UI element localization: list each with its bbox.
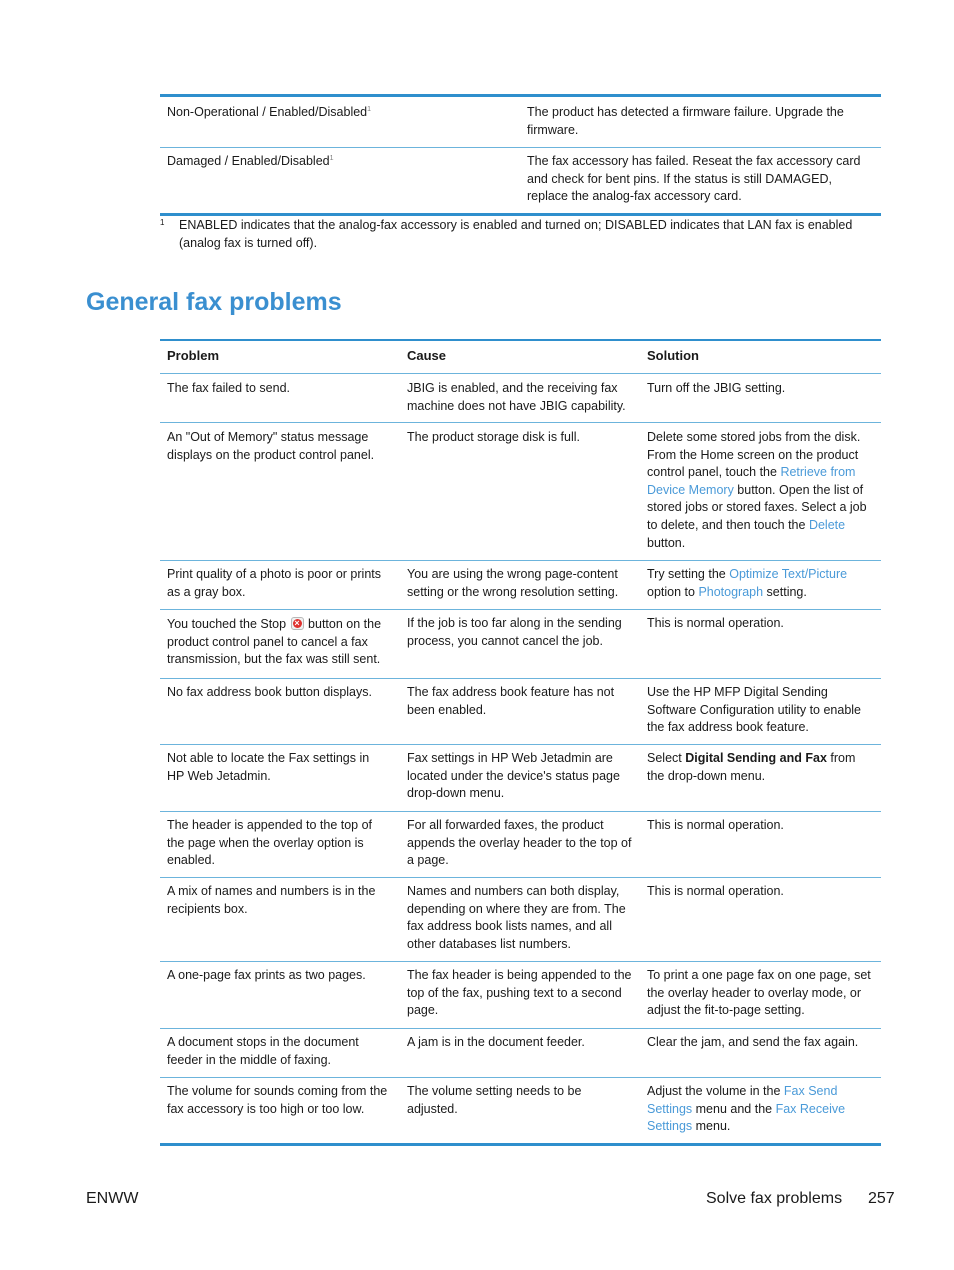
row-3-cause: You are using the wrong page-content setting or the wrong resolution setting. (407, 567, 619, 599)
stop-icon (291, 617, 304, 630)
row-4-cause: If the job is too far along in the sending process, you cannot cancel the job. (407, 616, 622, 648)
row-divider (160, 422, 881, 423)
row-3-problem: Print quality of a photo is poor or prints as a gray box. (167, 567, 382, 599)
header-divider (160, 373, 881, 374)
fax-send-settings-link[interactable]: Fax Send Settings (647, 1084, 838, 1116)
footer-left: ENWW (86, 1190, 139, 1207)
row-2-problem: An "Out of Memory" status message displays on the product control panel. (167, 430, 375, 462)
row-divider (160, 1077, 881, 1078)
row-8-problem: A mix of names and numbers is in the recipients box. (167, 884, 376, 916)
page-number: 257 (868, 1190, 895, 1207)
footnote-mark: 1 (160, 218, 165, 227)
row-4-solution: This is normal operation. (647, 616, 784, 630)
top-row-2-status: Damaged / Enabled/Disabled$^1$ (167, 154, 334, 168)
row-2-cause: The product storage disk is full. (407, 430, 580, 444)
row-11-cause: The volume setting needs to be adjusted. (407, 1084, 582, 1116)
top-row-1-description: The product has detected a firmware failure. Upgrade the firmware. (527, 105, 844, 137)
row-6-problem: Not able to locate the Fax settings in HP Web Jetadmin. (167, 751, 370, 783)
row-6-solution: Select Digital Sending and Fax from the drop-down menu. (647, 751, 856, 783)
row-divider (160, 1028, 881, 1029)
photograph-link[interactable]: Photograph (698, 584, 764, 599)
row-11-problem: The volume for sounds coming from the fax accessory is too high or too low. (167, 1084, 388, 1116)
row-5-cause: The fax address book feature has not been enabled. (407, 685, 615, 717)
row-divider (160, 877, 881, 878)
row-1-solution: Turn off the JBIG setting. (647, 381, 786, 395)
footnote-ref[interactable]: 1 (329, 154, 334, 162)
row-7-problem: The header is appended to the top of the page when the overlay option is enabled. (167, 818, 373, 868)
delete-link[interactable]: Delete (808, 517, 846, 532)
row-2-solution: Delete some stored jobs from the disk. From the Home screen on the product control panel, touch the Retrieve from Device Memory button. Open the list of stored jobs or stored faxes. Select a job to delete, and then touch the Delete button. (647, 430, 867, 550)
table-rule-bottom (160, 1143, 881, 1146)
retrieve-from-device-memory-link[interactable]: Retrieve from Device Memory (647, 465, 856, 497)
row-7-solution: This is normal operation. (647, 818, 784, 832)
row-1-cause: JBIG is enabled, and the receiving fax machine does not have JBIG capability. (407, 381, 626, 413)
top-table-rule-bottom (160, 213, 881, 216)
row-10-cause: A jam is in the document feeder. (407, 1035, 585, 1049)
row-3-solution: Try setting the Optimize Text/Picture option to Photograph setting. (647, 567, 848, 599)
column-header-problem: Problem (167, 348, 220, 363)
section-title: General fax problems (86, 288, 342, 316)
row-4-problem: You touched the Stop × button on the product control panel to cancel a fax transmission, but the fax was still sent. (167, 616, 389, 669)
row-9-cause: The fax header is being appended to the top of the fax, pushing text to a second page. (407, 968, 632, 1018)
row-1-problem: The fax failed to send. (167, 381, 290, 395)
row-7-cause: For all forwarded faxes, the product appends the overlay header to the top of a page. (407, 818, 632, 868)
row-6-cause: Fax settings in HP Web Jetadmin are located under the device's status page drop-down menu. (407, 751, 620, 801)
top-row-1-status: Non-Operational / Enabled/Disabled$^1$ (167, 105, 372, 119)
digital-sending-and-fax-menu: Digital Sending and Fax (685, 751, 827, 765)
table-rule-top (160, 339, 881, 341)
row-10-problem: A document stops in the document feeder in the middle of faxing. (167, 1035, 359, 1067)
row-divider (160, 961, 881, 962)
row-divider (160, 678, 881, 679)
row-divider (160, 560, 881, 561)
footer-section-name: Solve fax problems (706, 1190, 843, 1207)
row-divider (160, 811, 881, 812)
column-header-solution: Solution (647, 348, 699, 363)
row-9-problem: A one-page fax prints as two pages. (167, 968, 366, 982)
footnote-text: ENABLED indicates that the analog-fax accessory is enabled and turned on; DISABLED indicates that LAN fax is enabled (analog fax is turned off). (179, 218, 853, 250)
row-8-cause: Names and numbers can both display, depending on where they are from. The fax address book lists names, and all other databases list numbers. (407, 884, 626, 951)
row-9-solution: To print a one page fax on one page, set the overlay header to overlay mode, or adjust the fit-to-page setting. (647, 968, 871, 1018)
top-row-2-description: The fax accessory has failed. Reseat the fax accessory card and check for bent pins. If the status is still DAMAGED, replace the analog-fax accessory card. (527, 154, 861, 204)
top-table-rule-top (160, 94, 881, 97)
row-5-problem: No fax address book button displays. (167, 685, 372, 699)
row-11-solution: Adjust the volume in the Fax Send Settings menu and the Fax Receive Settings menu. (647, 1084, 846, 1134)
row-divider (160, 609, 881, 610)
row-5-solution: Use the HP MFP Digital Sending Software Configuration utility to enable the fax address book feature. (647, 685, 862, 735)
top-row-divider (160, 147, 881, 148)
row-divider (160, 744, 881, 745)
row-8-solution: This is normal operation. (647, 884, 784, 898)
footnote-ref[interactable]: 1 (367, 105, 372, 113)
optimize-text-picture-link[interactable]: Optimize Text/Picture (729, 567, 848, 581)
row-10-solution: Clear the jam, and send the fax again. (647, 1035, 859, 1049)
column-header-cause: Cause (407, 348, 447, 363)
fax-receive-settings-link[interactable]: Fax Receive Settings (647, 1101, 846, 1134)
footnote (160, 217, 881, 252)
